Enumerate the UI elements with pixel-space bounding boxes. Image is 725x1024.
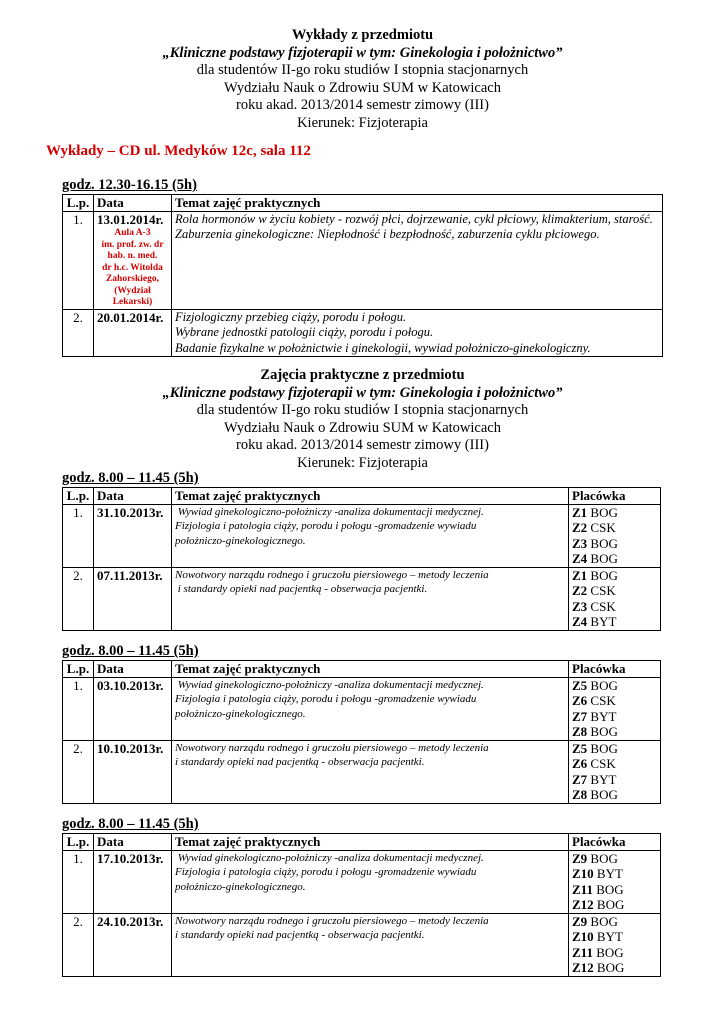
place-entry [572,756,657,772]
practical-hours: godz. 8.00 – 11.45 (5h) [62,816,199,832]
room-note-line: dr h.c. Witolda [102,262,163,273]
place-entry [572,960,657,976]
place-entry [572,520,657,536]
facility-code: CSK [590,583,616,598]
group-code: Z11 [572,881,593,897]
facility-code: BOG [590,850,618,866]
students-line: dla studentów II-go roku studiów I stopnia stacjonarnych [196,402,529,418]
place-entry [572,772,657,788]
row-date: 17.10.2013r. [94,850,172,913]
group-code: Z2 [572,583,588,598]
topic-line: Fizjologia i patologia ciąży, porodu i połogu -gromadzenie wywiadu [175,866,477,878]
col-date: Data [94,661,172,678]
group-code: Z9 [572,913,588,929]
row-date: 24.10.2013r. [94,913,172,976]
year-line: roku akad. 2013/2014 semestr zimowy (III) [236,437,489,453]
col-topic: Temat zajęć praktycznych [172,195,663,212]
table-row [63,850,661,913]
practical-hours: godz. 8.00 – 11.45 (5h) [62,643,199,659]
row-date: 07.11.2013r. [94,567,172,630]
group-code: Z9 [572,850,588,866]
group-code: Z8 [572,787,588,802]
practical-table [62,833,661,977]
place-entry [572,709,657,725]
row-places [569,677,661,740]
col-topic: Temat zajęć praktycznych [172,488,569,505]
faculty-line: Wydziału Nauk o Zdrowiu SUM w Katowicach [224,79,501,96]
place-entry [572,599,657,615]
col-lp: L.p. [63,195,94,212]
table-row [63,211,663,309]
row-date: 20.01.2014r. [94,309,172,357]
topic-line: Wywiad ginekologiczno-położniczy -analiza dokumentacji medycznej. [175,851,484,864]
facility-code: CSK [590,693,616,708]
col-place: Placówka [569,661,661,678]
place-entry [572,583,657,599]
col-date: Data [94,834,172,851]
topic-line: położniczo-ginekologicznego. [175,880,306,893]
facility-code: BOG [590,567,618,583]
topic-line: Fizjologia i patologia ciąży, porodu i połogu -gromadzenie wywiadu [175,693,477,705]
group-code: Z6 [572,756,588,771]
place-entry [572,568,657,584]
place-entry [572,741,657,757]
topic-line: Nowotwory narządu rodnego i gruczołu piersiowego – metody leczenia [175,741,489,754]
facility-code: BOG [596,897,625,912]
facility-code: BOG [590,724,618,739]
row-topic [172,504,569,567]
group-code: Z7 [572,708,588,724]
col-date: Data [94,195,172,212]
practical-table [62,487,661,631]
group-code: Z12 [572,960,594,975]
row-date [94,211,172,309]
room-note [97,228,168,309]
row-lp: 1. [63,504,94,567]
topic-line: Rola hormonów w życiu kobiety - rozwój płci, dojrzewanie, cykl płciowy, klimakterium, starość. [175,211,653,226]
group-code: Z5 [572,740,588,756]
place-entry [572,882,657,898]
row-lp: 2. [63,567,94,630]
row-lp: 2. [63,913,94,976]
topic-line: Badanie fizykalne w położnictwie i ginekologii, wywiad położniczo-ginekologiczny. [175,340,591,355]
place-entry [572,614,657,630]
facility-code: BOG [590,913,618,929]
place-entry [572,505,657,521]
practical-table [62,660,661,804]
room-note-line: im. prof. zw. dr [101,239,164,250]
col-date: Data [94,488,172,505]
place-entry [572,945,657,961]
facility-code: BOG [590,535,618,551]
place-entry [572,693,657,709]
group-code: Z6 [572,693,588,708]
row-topic [172,211,663,309]
practical-hours: godz. 8.00 – 11.45 (5h) [62,470,199,486]
table-row [63,504,661,567]
row-topic [172,677,569,740]
lectures-header-row [63,195,663,212]
row-lp: 1. [63,211,94,309]
direction-line: Kierunek: Fizjoterapia [297,114,428,131]
row-places [569,740,661,803]
row-date: 10.10.2013r. [94,740,172,803]
topic-line: Wywiad ginekologiczno-położniczy -analiza dokumentacji medycznej. [175,678,484,691]
place-entry [572,551,657,567]
row-date: 03.10.2013r. [94,677,172,740]
topic-line: i standardy opieki nad pacjentką - obserwacja pacjentki. [175,929,425,941]
row-date: 31.10.2013r. [94,504,172,567]
group-code: Z10 [572,866,594,881]
row-places [569,913,661,976]
facility-code: BOG [596,960,625,975]
place-entry [572,929,657,945]
room-note-line: hab. n. med. [107,251,158,261]
table-row [63,677,661,740]
facility-code: BYT [596,929,623,944]
group-code: Z4 [572,551,588,566]
row-topic [172,567,569,630]
practical-header-row [63,488,661,505]
facility-code: BYT [590,614,617,629]
topic-line: Zaburzenia ginekologiczne: Niepłodność i bezpłodność, zaburzenia cyklu płciowego. [175,227,600,241]
group-code: Z3 [572,535,588,551]
group-code: Z8 [572,724,588,739]
row-topic [172,913,569,976]
faculty-line: Wydziału Nauk o Zdrowiu SUM w Katowicach [224,419,501,436]
group-code: Z11 [572,944,593,960]
col-topic: Temat zajęć praktycznych [172,834,569,851]
facility-code: BYT [596,866,623,881]
lectures-table [62,194,663,357]
facility-code: BOG [590,677,618,693]
lectures-location: Wykłady – CD ul. Medyków 12c, sala 112 [46,143,311,159]
direction-line: Kierunek: Fizjoterapia [297,454,428,471]
year-line: roku akad. 2013/2014 semestr zimowy (III) [236,97,489,113]
group-code: Z2 [572,520,588,535]
topic-line: i standardy opieki nad pacjentką - obserwacja pacjentki. [175,756,425,768]
facility-code: CSK [590,756,616,771]
topic-line: Nowotwory narządu rodnego i gruczołu piersiowego – metody leczenia [175,914,489,927]
room-note-line: Zahorskiego, [105,274,160,284]
row-topic [172,740,569,803]
row-date-text: 13.01.2014r. [97,211,164,227]
practical-header-row [63,661,661,678]
lectures-header [0,27,725,132]
row-places [569,567,661,630]
facility-code: CSK [590,598,616,614]
table-row [63,309,663,357]
place-entry [572,724,657,740]
facility-code: BOG [590,740,618,756]
place-entry [572,851,657,867]
row-lp: 2. [63,309,94,357]
facility-code: BOG [596,881,624,897]
practical-header [0,367,725,472]
topic-line: Wywiad ginekologiczno-położniczy -analiza dokumentacji medycznej. [175,505,484,518]
practical-title: Zajęcia praktyczne z przedmiotu [260,367,465,383]
group-code: Z10 [572,929,594,944]
col-lp: L.p. [63,834,94,851]
table-row [63,913,661,976]
course-name: „Kliniczne podstawy fizjoterapii w tym: Ginekologia i położnictwo” [162,384,563,401]
topic-line: Nowotwory narządu rodnego i gruczołu piersiowego – metody leczenia [175,568,489,581]
col-topic: Temat zajęć praktycznych [172,661,569,678]
topic-line: Fizjologiczny przebieg ciąży, porodu i połogu. [175,309,407,324]
facility-code: BYT [590,771,617,787]
group-code: Z1 [572,504,588,520]
topic-line: położniczo-ginekologicznego. [175,534,306,547]
group-code: Z1 [572,567,588,583]
group-code: Z7 [572,771,588,787]
room-note-line: Lekarski) [112,297,153,307]
facility-code: BOG [590,787,618,802]
row-lp: 2. [63,740,94,803]
room-note-line: Aula A-3 [114,228,151,238]
group-code: Z5 [572,677,588,693]
facility-code: BOG [590,504,618,520]
room-note-line: (Wydział [114,285,151,296]
facility-code: BOG [596,944,624,960]
row-lp: 1. [63,677,94,740]
row-topic [172,309,663,357]
course-name: „Kliniczne podstawy fizjoterapii w tym: Ginekologia i położnictwo” [162,44,563,61]
col-lp: L.p. [63,661,94,678]
facility-code: BYT [590,708,617,724]
row-places [569,504,661,567]
col-place: Placówka [569,488,661,505]
col-place: Placówka [569,834,661,851]
topic-line: położniczo-ginekologicznego. [175,707,306,720]
place-entry [572,914,657,930]
group-code: Z3 [572,598,588,614]
place-entry [572,536,657,552]
row-places [569,850,661,913]
students-line: dla studentów II-go roku studiów I stopnia stacjonarnych [196,62,529,78]
lectures-hours: godz. 12.30-16.15 (5h) [62,177,197,193]
group-code: Z4 [572,614,588,629]
row-lp: 1. [63,850,94,913]
topic-line: i standardy opieki nad pacjentką - obserwacja pacjentki. [175,583,428,595]
lectures-title: Wykłady z przedmiotu [291,27,434,43]
place-entry [572,678,657,694]
place-entry [572,897,657,913]
group-code: Z12 [572,897,594,912]
table-row [63,567,661,630]
topic-line: Fizjologia i patologia ciąży, porodu i połogu -gromadzenie wywiadu [175,520,477,532]
facility-code: BOG [590,551,618,566]
practical-header-row [63,834,661,851]
place-entry [572,787,657,803]
topic-line: Wybrane jednostki patologii ciąży, porodu i połogu. [175,325,434,339]
place-entry [572,866,657,882]
row-topic [172,850,569,913]
facility-code: CSK [590,520,616,535]
table-row [63,740,661,803]
col-lp: L.p. [63,488,94,505]
